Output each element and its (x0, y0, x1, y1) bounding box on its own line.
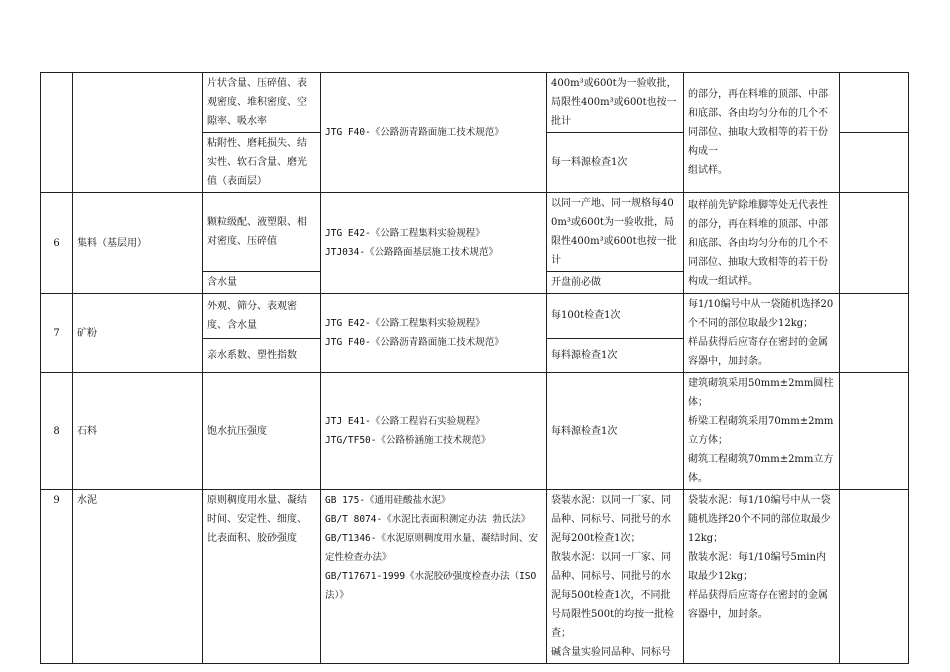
sampling-line: 样品获得后应寄存在密封的金属容器中，加封条。 (688, 590, 828, 620)
table-row (41, 294, 909, 339)
standard-ref: JTG F40-《公路沥青路面施工技术规范》 (321, 73, 547, 193)
sampling-line: 散装水泥：每1/10编号5min内取最少12kg； (688, 552, 826, 582)
standard-ref (321, 490, 547, 664)
sampling-method: 取样前先铲除堆脚等处无代表性的部分，再在料堆的顶部、中部和底部、各由均匀分布的几个不同部位、抽取大致相等的若干份构成一组试样。 (684, 193, 840, 294)
row-number: 7 (41, 294, 73, 373)
material-name (73, 73, 203, 193)
standard-line: JTJ034-《公路路面基层施工技术规范》 (325, 247, 499, 258)
standard-line: GB 175-《通用硅酸盐水泥》 (325, 495, 451, 506)
sampling-method (684, 490, 840, 664)
material-name: 石料 (73, 373, 203, 490)
standard-line: JTG E42-《公路工程集料实验规程》 (325, 318, 485, 329)
sampling-method (684, 73, 840, 193)
sampling-method (684, 294, 840, 373)
inspection-frequency: 400m³或600t为一验收批，局限性400m³或600t也按一批计 (547, 73, 684, 133)
table-row (41, 193, 909, 272)
standard-line: JTJ E41-《公路工程岩石实验规程》 (325, 416, 485, 427)
inspection-frequency (547, 490, 684, 664)
test-items: 外观、筛分、表观密度、含水量 (203, 294, 321, 339)
inspection-frequency: 每料源检查1次 (547, 373, 684, 490)
standard-line: JTG F40-《公路沥青路面施工技术规范》 (325, 337, 504, 348)
frequency-line: 散装水泥：以同一厂家、同品种、同标号、同批号的水泥每500t检查1次，不同批号局限性500t的均按一批检查； (551, 552, 675, 639)
inspection-frequency: 每100t检查1次 (547, 294, 684, 339)
test-items: 原则稠度用水量、凝结时间、安定性、细度、比表面积、胶砂强度 (203, 490, 321, 664)
material-name: 集料（基层用） (73, 193, 203, 294)
test-items: 颗粒级配、液塑限、相对密度、压碎值 (203, 193, 321, 272)
inspection-frequency: 以同一产地、同一规格每400m³或600t为一验收批，局限性400m³或600t也按一批计 (547, 193, 684, 272)
remarks-cell (840, 133, 909, 193)
standard-ref (321, 193, 547, 294)
sampling-line: 袋装水泥：每1/10编号中从一袋随机选择20个不同的部位取最少12kg； (688, 495, 831, 544)
standard-line: JTG/TF50-《公路桥涵施工技术规范》 (325, 435, 491, 446)
row-number: 9 (41, 490, 73, 664)
remarks-cell (840, 373, 909, 490)
standard-line: GB/T 8074-《水泥比表面积测定办法 勃氏法》 (325, 514, 531, 525)
frequency-line: 碱含量实验同品种、同标号 (551, 647, 671, 658)
remarks-cell (840, 73, 909, 133)
sampling-line: 砌筑工程砌筑70mm±2mm立方体。 (688, 454, 834, 484)
table-row (41, 73, 909, 133)
remarks-cell (840, 490, 909, 664)
sampling-line: 建筑砌筑采用50mm±2mm圆柱体； (688, 378, 834, 408)
inspection-frequency: 每一料源检查1次 (547, 133, 684, 193)
table-row (41, 490, 909, 664)
sampling-line: 的部分，再在料堆的顶部、中部和底部、各由均匀分布的几个不同部位、抽取大致相等的若干份构成一 (688, 89, 828, 157)
sampling-line: 桥梁工程砌筑采用70mm±2mm立方体； (688, 416, 834, 446)
sampling-line: 每1/10编号中从一袋随机选择20个不同的部位取最少12kg； (688, 299, 834, 329)
frequency-line: 袋装水泥：以同一厂家、同品种、同标号、同批号的水泥每200t检查1次； (551, 495, 671, 544)
remarks-cell (840, 294, 909, 373)
inspection-frequency: 开盘前必做 (547, 272, 684, 294)
row-number: 8 (41, 373, 73, 490)
sampling-line: 组试样。 (688, 165, 728, 176)
standard-ref (321, 294, 547, 373)
material-name: 矿粉 (73, 294, 203, 373)
test-items: 含水量 (203, 272, 321, 294)
test-items: 饱水抗压强度 (203, 373, 321, 490)
remarks-cell (840, 193, 909, 294)
test-items: 片状含量、压碎值、表观密度、堆积密度、空隙率、吸水率 (203, 73, 321, 133)
standard-ref (321, 373, 547, 490)
sampling-method (684, 373, 840, 490)
sampling-line: 样品获得后应寄存在密封的金属容器中，加封条。 (688, 337, 828, 367)
inspection-frequency: 每料源检查1次 (547, 338, 684, 372)
materials-inspection-table (40, 72, 909, 664)
table-row (41, 373, 909, 490)
material-name: 水泥 (73, 490, 203, 664)
standard-line: JTG E42-《公路工程集料实验规程》 (325, 228, 485, 239)
test-items: 粘附性、磨耗损失、结实性、软石含量、磨光值（表面层） (203, 133, 321, 193)
standard-line: GB/T1346-《水泥原则稠度用水量、凝结时间、安定性检查办法》 (325, 533, 538, 563)
row-number (41, 73, 73, 193)
test-items: 亲水系数、塑性指数 (203, 338, 321, 372)
row-number: 6 (41, 193, 73, 294)
standard-line: GB/T17671-1999《水泥胶砂强度检查办法（ISO法）》 (325, 571, 537, 601)
